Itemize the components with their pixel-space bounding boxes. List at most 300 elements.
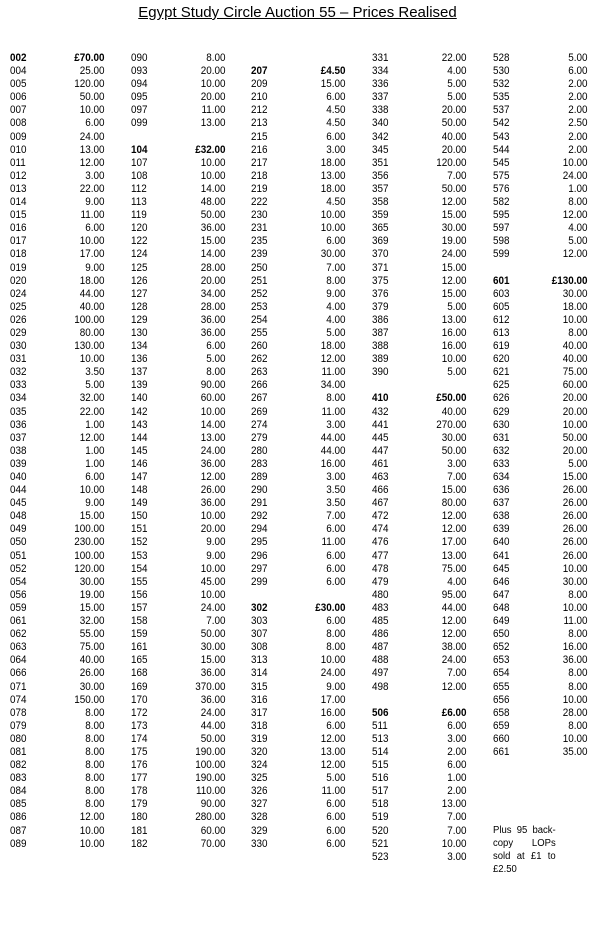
lot-price: 8.00 — [568, 588, 588, 601]
price-row — [372, 851, 467, 864]
lot-price: £30.00 — [315, 601, 346, 614]
lot-price: 50.00 — [562, 431, 588, 444]
price-row — [10, 262, 105, 275]
lot-number: 016 — [10, 222, 27, 235]
lot-price: 12.00 — [320, 732, 346, 745]
price-row — [372, 366, 467, 379]
price-row — [251, 798, 346, 811]
lot-price: 10.00 — [562, 418, 588, 431]
price-row — [251, 379, 346, 392]
lot-price: 5.00 — [447, 91, 467, 104]
price-row — [251, 576, 346, 589]
lot-number: 063 — [10, 641, 27, 654]
lot-number: 044 — [10, 484, 27, 497]
lot-number: 005 — [10, 78, 27, 91]
lot-price: 30.00 — [562, 287, 588, 300]
lot-number: 356 — [372, 169, 389, 182]
lot-number: 048 — [10, 510, 27, 523]
lot-price: 10.00 — [200, 78, 226, 91]
lot-number: 463 — [372, 471, 389, 483]
lot-price: 6.00 — [326, 235, 346, 248]
price-row — [251, 248, 346, 261]
price-row — [372, 785, 467, 798]
lot-price: 75.00 — [441, 562, 467, 575]
price-row — [251, 222, 346, 235]
price-row — [10, 654, 105, 667]
lot-number: 280 — [251, 444, 268, 457]
lot-price: 8.00 — [326, 641, 346, 654]
lot-price: 6.00 — [326, 811, 346, 824]
lot-number: 631 — [493, 431, 510, 444]
lot-number: 576 — [493, 182, 510, 195]
price-row — [372, 536, 467, 549]
lot-number: 087 — [10, 824, 27, 837]
lot-number: 253 — [251, 300, 268, 313]
price-row — [372, 772, 467, 785]
price-row — [251, 262, 346, 275]
price-row — [372, 720, 467, 733]
lot-number: 379 — [372, 300, 389, 313]
price-row — [10, 157, 105, 170]
lot-price: 3.00 — [326, 471, 346, 483]
lot-number: 235 — [251, 235, 268, 248]
lot-number: 598 — [493, 235, 510, 248]
lot-price: 12.00 — [200, 471, 226, 483]
lot-price: 9.00 — [85, 196, 105, 209]
price-row — [131, 811, 226, 824]
lot-price: 18.00 — [79, 274, 105, 287]
price-row — [131, 91, 226, 104]
price-row — [493, 654, 588, 667]
spacer-row — [251, 589, 346, 602]
lot-price: 10.00 — [562, 693, 588, 706]
price-row — [251, 497, 346, 510]
lot-number: 530 — [493, 65, 510, 78]
lot-number: 176 — [131, 759, 148, 772]
price-row — [493, 471, 588, 484]
lot-price: 8.00 — [85, 772, 105, 785]
price-row — [372, 104, 467, 117]
lot-price: 20.00 — [200, 274, 226, 287]
lot-price: 20.00 — [200, 523, 226, 536]
lot-number: 230 — [251, 209, 268, 222]
lot-price: £32.00 — [195, 143, 226, 156]
price-row — [131, 628, 226, 641]
lot-price: 13.00 — [320, 745, 346, 758]
price-row — [251, 314, 346, 327]
lot-number: 025 — [10, 300, 27, 313]
lot-number: 630 — [493, 418, 510, 431]
lot-price: 100.00 — [74, 313, 105, 326]
price-row — [372, 209, 467, 222]
lot-price: 10.00 — [562, 313, 588, 326]
lot-price: 19.00 — [441, 235, 467, 248]
lot-number: 150 — [131, 510, 148, 523]
price-row — [493, 641, 588, 654]
lot-price: 20.00 — [562, 405, 588, 418]
price-row — [251, 170, 346, 183]
price-row — [372, 589, 467, 602]
lot-number: 515 — [372, 759, 389, 772]
lot-number: 143 — [131, 418, 148, 431]
price-row — [131, 117, 226, 130]
lot-number: 317 — [251, 706, 268, 719]
lot-price: 6.00 — [326, 549, 346, 562]
lot-price: 12.00 — [320, 353, 346, 366]
lot-number: 582 — [493, 196, 510, 209]
lot-number: 054 — [10, 575, 27, 588]
lot-price: 10.00 — [320, 209, 346, 222]
lot-number: 649 — [493, 615, 510, 628]
price-row — [493, 445, 588, 458]
lot-price: 10.00 — [562, 562, 588, 575]
lot-price: 32.00 — [79, 392, 105, 405]
lot-number: 112 — [131, 182, 147, 195]
price-row — [493, 746, 588, 759]
lot-number: 289 — [251, 471, 268, 483]
lot-price: 50.00 — [441, 444, 467, 457]
price-row — [251, 458, 346, 471]
lot-number: 320 — [251, 745, 268, 758]
lot-price: 1.00 — [568, 182, 588, 195]
price-row — [493, 419, 588, 432]
lot-price: 26.00 — [562, 497, 588, 510]
price-row — [493, 196, 588, 209]
lot-price: 30.00 — [200, 641, 226, 654]
price-row — [131, 196, 226, 209]
lot-number: 636 — [493, 484, 510, 497]
price-row — [372, 510, 467, 523]
lot-price: 5.00 — [206, 353, 226, 366]
lot-price: 2.00 — [568, 143, 588, 156]
lot-price: 6.00 — [326, 130, 346, 143]
price-row — [493, 563, 588, 576]
lot-price: 8.00 — [326, 274, 346, 287]
lot-price: 13.00 — [200, 117, 226, 130]
lot-number: 014 — [10, 196, 27, 209]
lot-price: 7.00 — [447, 667, 467, 680]
lot-number: 061 — [10, 615, 27, 628]
price-row — [10, 759, 105, 772]
lot-price: 35.00 — [562, 745, 588, 758]
lot-price: 8.00 — [85, 732, 105, 745]
lot-price: 26.00 — [79, 667, 105, 680]
lot-price: 40.00 — [441, 130, 467, 143]
lot-number: 222 — [251, 196, 268, 209]
lot-price: 12.00 — [441, 680, 467, 693]
lot-number: 140 — [131, 392, 148, 405]
lot-number: 359 — [372, 209, 389, 222]
price-row — [10, 484, 105, 497]
lot-number: 640 — [493, 536, 510, 549]
lot-number: 514 — [372, 745, 389, 758]
price-row — [493, 248, 588, 261]
lot-price: 15.00 — [441, 484, 467, 497]
lot-number: 035 — [10, 405, 27, 418]
lot-number: 006 — [10, 91, 27, 104]
lot-number: 151 — [131, 523, 148, 536]
lot-number: 386 — [372, 313, 389, 326]
price-row — [372, 262, 467, 275]
lot-number: 052 — [10, 562, 27, 575]
lot-number: 218 — [251, 169, 268, 182]
lot-number: 059 — [10, 601, 27, 614]
lot-number: 045 — [10, 497, 27, 510]
price-row — [10, 392, 105, 405]
price-row — [251, 432, 346, 445]
lot-price: 80.00 — [441, 497, 467, 510]
lot-number: 506 — [372, 706, 389, 719]
lot-number: 621 — [493, 366, 510, 379]
price-row — [493, 510, 588, 523]
price-row — [493, 104, 588, 117]
price-row — [493, 681, 588, 694]
price-row — [372, 471, 467, 484]
spacer-row — [372, 379, 467, 392]
price-column-5 — [493, 52, 588, 759]
lot-price: 100.00 — [74, 549, 105, 562]
price-row — [131, 406, 226, 419]
lot-number: 486 — [372, 628, 389, 641]
lot-price: 11.00 — [563, 615, 588, 628]
lot-number: 155 — [131, 575, 148, 588]
lot-price: 50.00 — [441, 182, 467, 195]
price-row — [372, 550, 467, 563]
lot-number: 085 — [10, 798, 27, 811]
lot-number: 528 — [493, 52, 510, 64]
price-row — [131, 52, 226, 65]
price-row — [131, 576, 226, 589]
lot-price: 2.50 — [568, 117, 588, 130]
lot-number: 213 — [251, 117, 268, 130]
lot-price: 6.00 — [326, 798, 346, 811]
lot-price: 6.00 — [447, 759, 467, 772]
price-row — [372, 288, 467, 301]
price-row — [493, 720, 588, 733]
lot-number: 049 — [10, 523, 27, 536]
lot-number: 474 — [372, 523, 389, 536]
price-row — [493, 694, 588, 707]
lot-price: 40.00 — [79, 654, 105, 667]
lot-number: 149 — [131, 497, 148, 510]
lot-number: 136 — [131, 353, 148, 366]
lot-price — [179, 131, 226, 144]
lot-price: 5.00 — [326, 772, 346, 785]
lot-number: 207 — [251, 65, 268, 78]
lot-number: 445 — [372, 431, 389, 444]
lot-price: 34.00 — [320, 379, 346, 392]
lot-number: 260 — [251, 340, 268, 353]
lot-number: 062 — [10, 628, 27, 641]
price-row — [251, 667, 346, 680]
price-row — [372, 838, 467, 851]
lot-price: 32.00 — [79, 615, 105, 628]
price-row — [131, 301, 226, 314]
price-row — [251, 825, 346, 838]
price-row — [251, 183, 346, 196]
lot-number: 626 — [493, 392, 510, 405]
lot-number: 127 — [131, 287, 148, 300]
lot-number: 161 — [131, 641, 148, 654]
lot-number: 479 — [372, 575, 389, 588]
lot-number: 613 — [493, 326, 510, 339]
lot-number: 619 — [493, 340, 510, 353]
lot-price: 10.00 — [79, 104, 105, 117]
lot-price: 60.00 — [200, 824, 226, 837]
price-row — [131, 419, 226, 432]
lot-price: 4.50 — [326, 117, 346, 130]
price-row — [493, 340, 588, 353]
lot-price: 13.00 — [79, 143, 105, 156]
price-row — [493, 170, 588, 183]
lot-price: 6.00 — [326, 575, 346, 588]
lot-number: 656 — [493, 693, 510, 706]
price-row — [493, 615, 588, 628]
price-row — [251, 641, 346, 654]
price-row — [131, 183, 226, 196]
lot-price: 1.00 — [85, 444, 105, 457]
lot-price: 70.00 — [200, 837, 226, 850]
price-row — [10, 785, 105, 798]
price-row — [493, 91, 588, 104]
lot-price: 24.00 — [200, 444, 226, 457]
lot-number: 090 — [131, 52, 148, 64]
price-row — [493, 144, 588, 157]
price-row — [131, 798, 226, 811]
price-row — [10, 222, 105, 235]
price-row — [10, 746, 105, 759]
price-row — [251, 563, 346, 576]
lot-number: 654 — [493, 667, 510, 680]
lot-price: 19.00 — [79, 588, 105, 601]
lot-price: 9.00 — [326, 680, 346, 693]
lot-price: 7.00 — [447, 169, 467, 182]
price-row — [10, 209, 105, 222]
lot-number: 612 — [493, 313, 510, 326]
price-row — [10, 78, 105, 91]
lot-number: 601 — [493, 274, 510, 287]
price-row — [493, 65, 588, 78]
lot-number: 210 — [251, 91, 268, 104]
lot-price: 44.00 — [79, 287, 105, 300]
lot-number: 629 — [493, 405, 510, 418]
price-row — [372, 602, 467, 615]
lot-number: 107 — [131, 156, 148, 169]
lot-number: 156 — [131, 588, 148, 601]
lot-price: 75.00 — [562, 366, 588, 379]
lot-price — [299, 589, 346, 602]
lot-price: 13.00 — [200, 431, 226, 444]
lot-number: 266 — [251, 379, 268, 392]
lot-price: 8.00 — [568, 719, 588, 732]
lot-number: 483 — [372, 601, 389, 614]
lot-number: 269 — [251, 405, 268, 418]
lot-number: 283 — [251, 457, 268, 470]
lot-price: 30.00 — [320, 248, 346, 261]
lot-number: 074 — [10, 693, 27, 706]
lot-price: 10.00 — [200, 562, 226, 575]
price-row — [10, 602, 105, 615]
price-row — [372, 52, 467, 65]
lot-number: 026 — [10, 313, 27, 326]
lot-number: 274 — [251, 418, 268, 431]
lot-price: 40.00 — [562, 353, 588, 366]
price-row — [493, 301, 588, 314]
price-row — [372, 275, 467, 288]
price-row — [372, 144, 467, 157]
price-row — [10, 589, 105, 602]
lot-number: 329 — [251, 824, 268, 837]
price-row — [10, 576, 105, 589]
price-row — [372, 131, 467, 144]
price-row — [493, 209, 588, 222]
price-row — [10, 694, 105, 707]
lot-number: 648 — [493, 601, 510, 614]
price-column-4 — [372, 52, 467, 864]
price-row — [251, 131, 346, 144]
price-row — [251, 654, 346, 667]
lot-price: 6.00 — [326, 719, 346, 732]
lot-number: 146 — [131, 457, 148, 470]
lot-price: 14.00 — [200, 418, 226, 431]
lot-number: 002 — [10, 52, 27, 64]
price-row — [251, 301, 346, 314]
lot-price: 2.00 — [447, 785, 467, 798]
lot-price: 16.00 — [441, 326, 467, 339]
lot-price: 10.00 — [441, 837, 467, 850]
price-row — [493, 288, 588, 301]
lot-number: 545 — [493, 156, 510, 169]
price-row — [372, 458, 467, 471]
price-row — [10, 340, 105, 353]
lot-price: 8.00 — [568, 667, 588, 680]
lot-number: 129 — [131, 313, 148, 326]
price-row — [10, 366, 105, 379]
lot-price: 5.00 — [568, 52, 588, 64]
lot-number: 148 — [131, 484, 148, 497]
lot-number: 139 — [131, 379, 148, 392]
lot-price — [541, 262, 588, 275]
lot-number: 351 — [372, 156, 389, 169]
price-row — [251, 445, 346, 458]
price-row — [372, 628, 467, 641]
lot-price: 44.00 — [441, 601, 467, 614]
price-row — [10, 419, 105, 432]
lot-number: 147 — [131, 471, 148, 483]
price-row — [493, 536, 588, 549]
lot-number: 018 — [10, 248, 27, 261]
lot-price: 5.00 — [568, 235, 588, 248]
lot-number: 603 — [493, 287, 510, 300]
price-row — [372, 65, 467, 78]
lot-number: 279 — [251, 431, 268, 444]
lot-number — [493, 262, 529, 275]
lot-number: 369 — [372, 235, 389, 248]
lot-number: 340 — [372, 117, 389, 130]
lot-price: 40.00 — [562, 340, 588, 353]
lot-price: 38.00 — [441, 641, 467, 654]
lot-price: 10.00 — [79, 353, 105, 366]
price-row — [251, 628, 346, 641]
lot-number: 024 — [10, 287, 27, 300]
price-row — [10, 170, 105, 183]
lot-price: 190.00 — [195, 745, 226, 758]
lot-price: 24.00 — [562, 169, 588, 182]
price-row — [10, 406, 105, 419]
lot-price: 1.00 — [85, 457, 105, 470]
lot-price: 6.00 — [326, 837, 346, 850]
price-row — [10, 432, 105, 445]
